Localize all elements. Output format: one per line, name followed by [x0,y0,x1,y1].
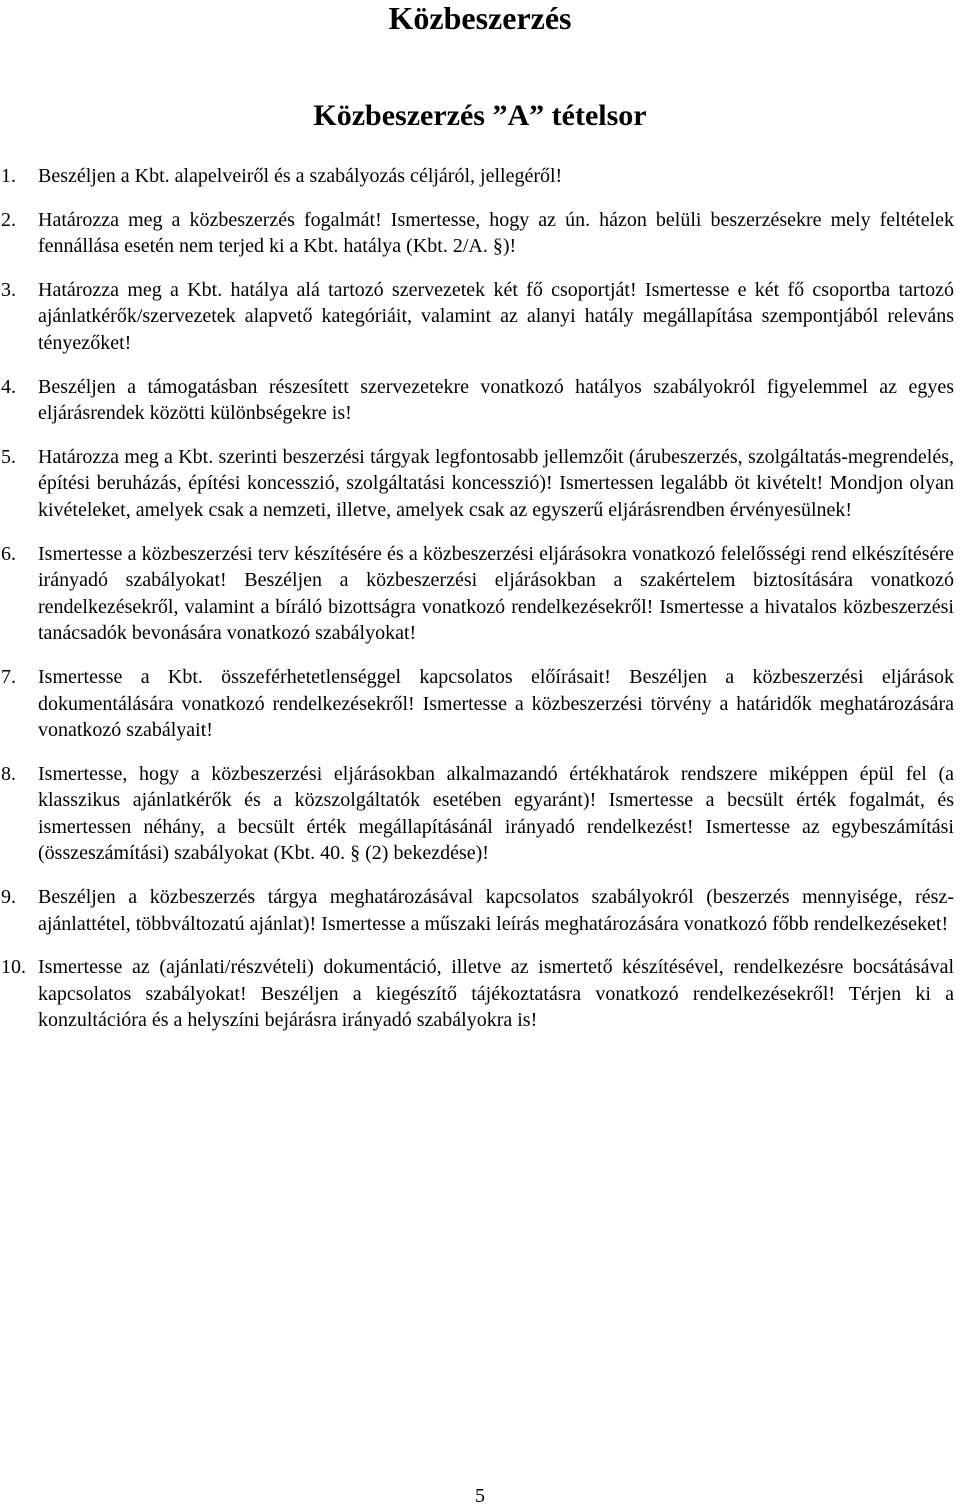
item-text: Beszéljen a támogatásban részesített szervezetekre vonatkozó hatályos szabályokról figyelemmel az egyes eljárásrendek közötti különbségekre is! [38,375,954,425]
item-text: Határozza meg a közbeszerzés fogalmát! Ismertesse, hogy az ún. házon belüli beszerzésekre mely feltételek fennállása esetén nem terjed ki a Kbt. hatálya (Kbt. 2/A. §)! [38,208,954,258]
question-list [0,163,960,1051]
list-item [1,761,954,867]
list-item [1,664,954,744]
item-number: 4. [1,375,16,398]
topic-set-title: Közbeszerzés ”A” tételsor [313,99,647,132]
list-item [1,163,954,190]
item-number: 7. [1,665,16,688]
item-text: Ismertesse a Kbt. összeférhetetlenséggel kapcsolatos előírásait! Beszéljen a közbeszerzési eljárások dokumentálására vonatkozó rendelkezésekről! Ismertesse a közbeszerzési törvény a határidők meghatározására vonatkozó szabályait! [38,665,954,742]
page-number: 5 [475,1485,485,1507]
item-number: 10. [1,956,26,979]
page-header-title: Közbeszerzés [388,0,572,36]
item-number: 5. [1,445,16,468]
item-number: 2. [1,208,16,231]
list-item [1,954,954,1034]
item-number: 1. [1,165,16,187]
item-text: Ismertesse az (ajánlati/részvételi) dokumentáció, illetve az ismertető készítésével, rendelkezésre bocsátásával kapcsolatos szabályokat! Beszéljen a kiegészítő tájékoztatásra vonatkozó rendelkezésekről! Térjen ki a konzultációra és a helyszíni bejárásra irányadó szabályokra is! [38,956,954,1032]
list-item [1,444,954,524]
item-text: Beszéljen a Kbt. alapelveiről és a szabályozás céljáról, jellegéről! [38,165,563,187]
list-item [1,277,954,357]
item-number: 3. [1,278,16,301]
item-number: 6. [1,542,16,565]
item-text: Határozza meg a Kbt. szerinti beszerzési tárgyak legfontosabb jellemzőit (árubeszerzés, szolgáltatás-megrendelés, építési beruházás, építési koncesszió, szolgáltatási koncesszió)! Ismertessen legalább öt kivételt! Mondjon olyan kivételeket, amelyek csak a nemzeti, illetve, amelyek csak az egyszerű eljárásrendben érvényesülnek! [38,445,954,521]
list-item [1,207,954,260]
list-item [1,541,954,647]
list-item [1,884,954,937]
item-text: Beszéljen a közbeszerzés tárgya meghatározásával kapcsolatos szabályokról (beszerzés mennyisége, rész-ajánlattétel, többváltozatú ajánlat)! Ismertesse a műszaki leírás meghatározására vonatkozó főbb rendelkezéseket! [38,886,954,935]
list-item [1,374,954,427]
item-number: 8. [1,762,16,785]
item-text: Ismertesse, hogy a közbeszerzési eljárásokban alkalmazandó értékhatárok rendszere miképpen épül fel (a klasszikus ajánlatkérők és a közszolgáltatók esetében egyaránt)! Ismertesse a becsült érték fogalmát, és ismertessen néhány, a becsült érték megállapításánál irányadó rendelkezést! Ismertesse az egybeszámítási (összeszámítási) szabályokat (Kbt. 40. § (2) bekezdése)! [38,762,954,865]
item-text: Ismertesse a közbeszerzési terv készítésére és a közbeszerzési eljárásokra vonatkozó felelősségi rend elkészítésére irányadó szabályokat! Beszéljen a közbeszerzési eljárásokban a szakértelem biztosítására vonatkozó rendelkezésekről, valamint a bíráló bizottságra vonatkozó rendelkezésekről! Ismertesse a hivatalos közbeszerzési tanácsadók bevonására vonatkozó szabályokat! [38,542,954,645]
item-number: 9. [1,886,16,909]
item-text: Határozza meg a Kbt. hatálya alá tartozó szervezetek két fő csoportját! Ismertesse e két fő csoportba tartozó ajánlatkérők/szervezetek alapvető kategóriáit, valamint az alanyi hatály megállapítása szempontjából releváns tényezőket! [38,278,954,354]
